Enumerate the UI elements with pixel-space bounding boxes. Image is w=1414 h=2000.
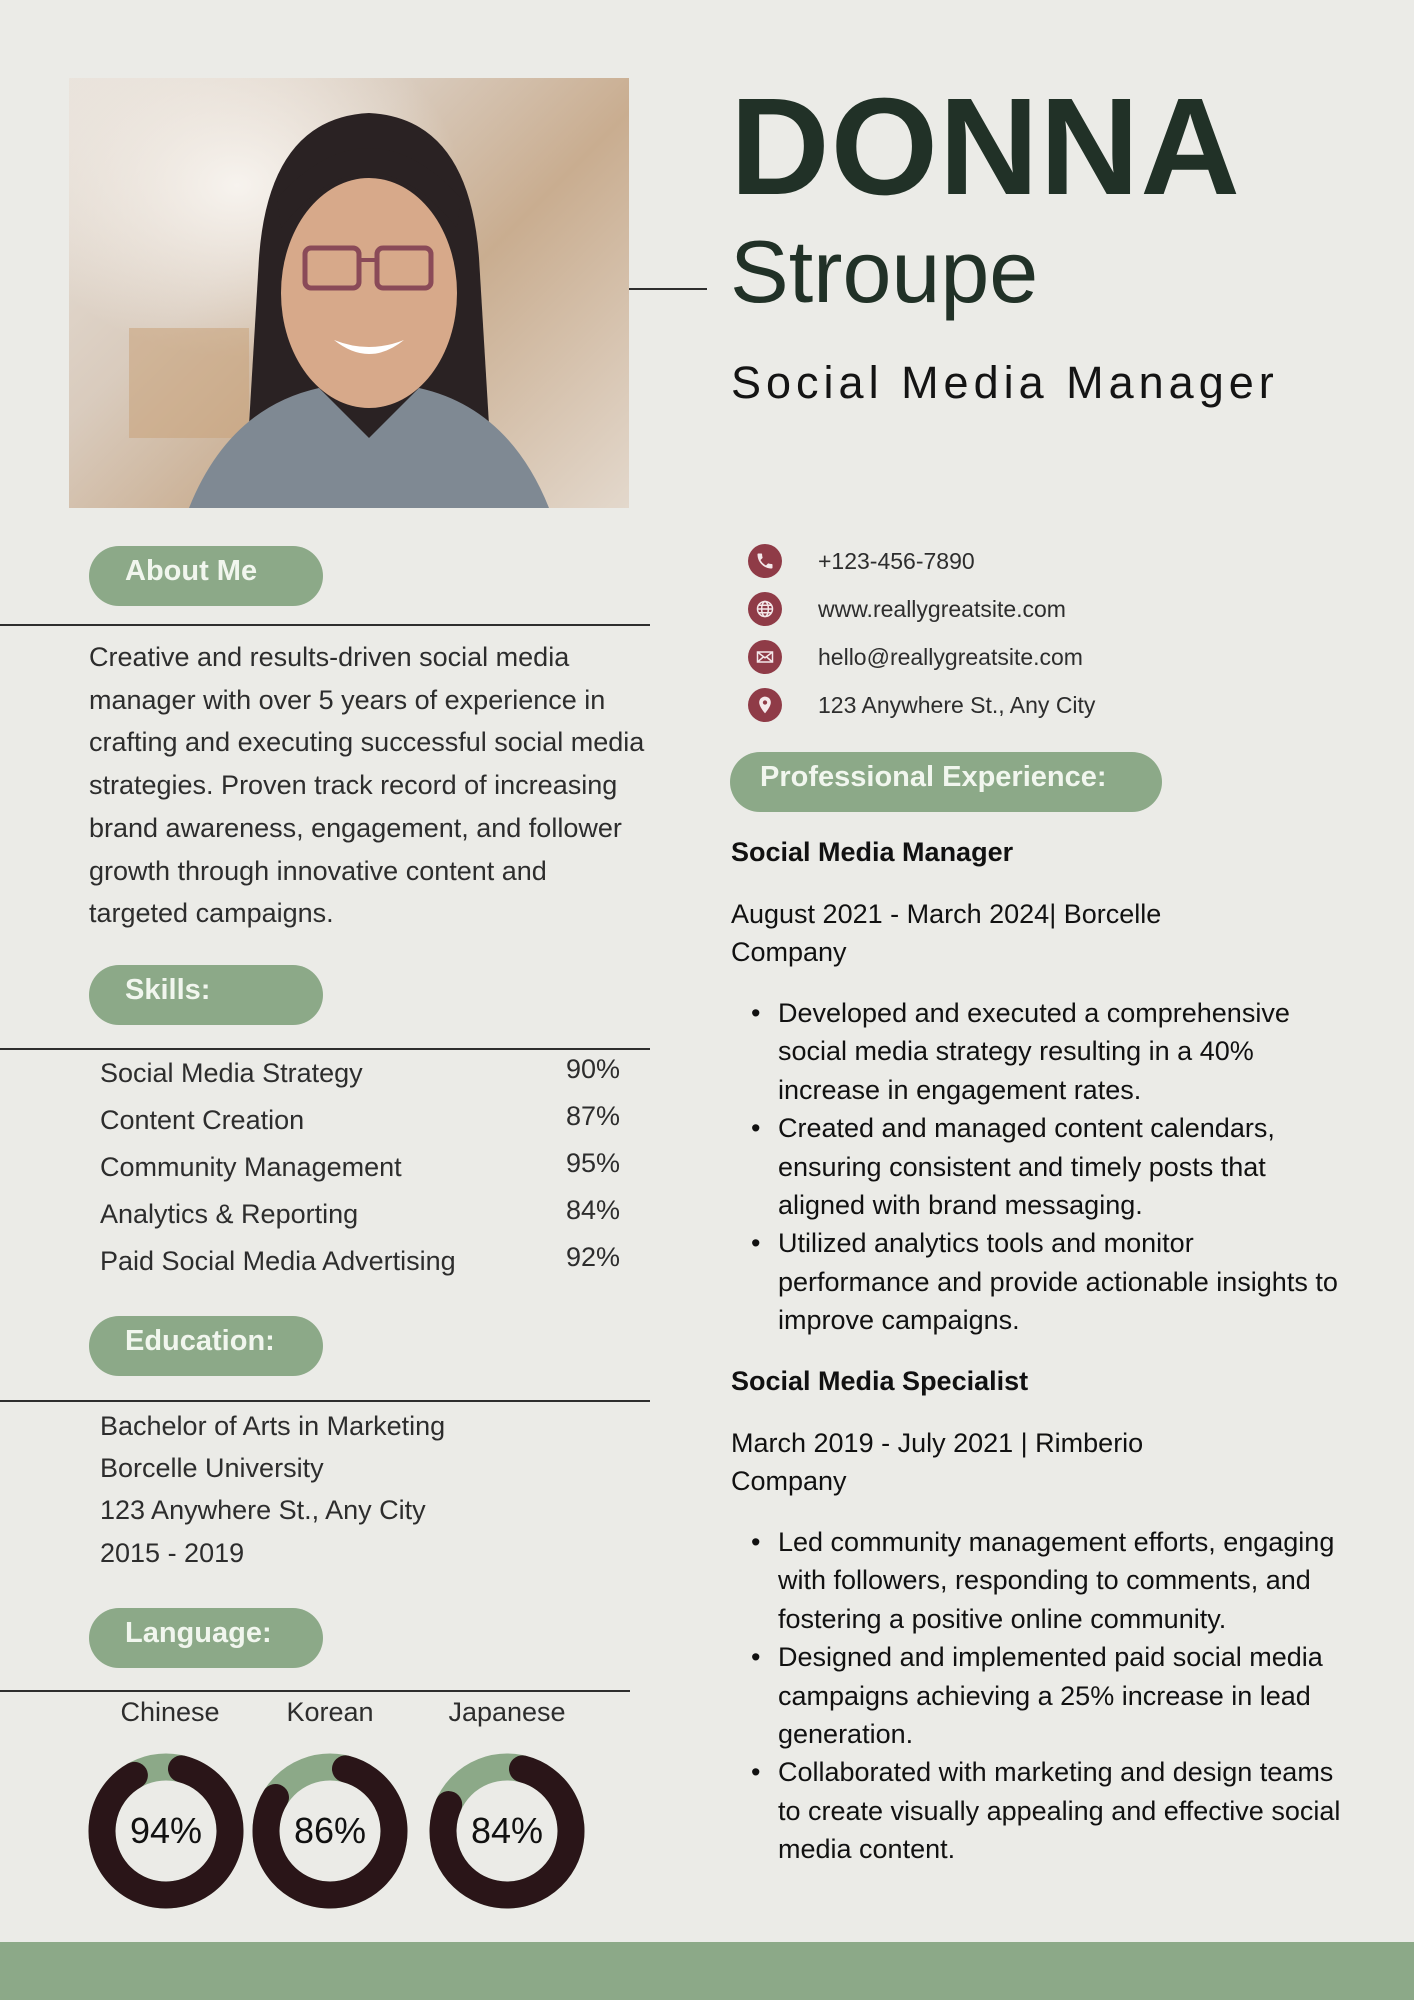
skill-item [100, 1146, 620, 1193]
skill-name: Community Management [100, 1152, 402, 1182]
language-donut-korean [252, 1753, 408, 1909]
skill-name: Content Creation [100, 1105, 305, 1135]
job-1-title: Social Media Manager [731, 837, 1014, 867]
experience-heading: Professional Experience: [730, 752, 1162, 812]
name-connector-line [629, 288, 707, 290]
language-name: Chinese [120, 1697, 220, 1727]
contact-address [748, 685, 1095, 725]
section-divider [0, 624, 650, 626]
job-title: Social Media Manager [731, 357, 1279, 408]
skill-name: Paid Social Media Advertising [100, 1246, 456, 1276]
skills-heading: Skills: [89, 965, 323, 1025]
job-2-title: Social Media Specialist [731, 1366, 1029, 1396]
language-percent: 94% [129, 1810, 203, 1851]
skill-percent: 87% [565, 1101, 620, 1131]
contact-text: hello@reallygreatsite.com [818, 643, 1083, 670]
language-name: Korean [286, 1697, 374, 1727]
email-icon [748, 640, 782, 674]
education-heading: Education: [89, 1316, 323, 1376]
contact-phone [748, 541, 975, 581]
job-1-bullets [745, 994, 1345, 1340]
skill-item [100, 1052, 620, 1099]
skill-item [100, 1193, 620, 1240]
language-percent: 86% [293, 1810, 367, 1851]
skill-percent: 90% [565, 1054, 620, 1084]
contact-website [748, 589, 1066, 629]
section-divider [0, 1400, 650, 1402]
location-pin-icon [748, 688, 782, 722]
education-details [100, 1405, 445, 1574]
bullet-item: • Led community management efforts, engaging with followers, responding to comments, and fostering a positive online community. [745, 1523, 1345, 1638]
language-heading: Language: [89, 1608, 323, 1668]
about-text: Creative and results-driven social media manager with over 5 years of experience in crafting and executing successful social media strategies. Proven track record of increasing brand awareness, engagement, and follower growth through innovative content and targeted campaigns. [89, 642, 645, 929]
language-percent: 84% [470, 1810, 544, 1851]
skill-percent: 92% [565, 1242, 620, 1272]
education-years: 2015 - 2019 [100, 1537, 245, 1568]
skill-item [100, 1240, 620, 1287]
contact-text: www.reallygreatsite.com [818, 595, 1066, 622]
skills-list [100, 1052, 620, 1287]
phone-icon [748, 544, 782, 578]
profile-photo [69, 78, 629, 508]
job-1-meta: August 2021 - March 2024| Borcelle Company [731, 899, 1162, 967]
skill-name: Analytics & Reporting [100, 1199, 359, 1229]
first-name: DONNA [730, 70, 1241, 224]
education-school: Borcelle University [100, 1453, 324, 1484]
job-2-bullets [745, 1523, 1345, 1869]
bullet-item: • Collaborated with marketing and design teams to create visually appealing and effective social media content. [745, 1753, 1345, 1868]
globe-icon [748, 592, 782, 626]
skill-item [100, 1099, 620, 1146]
bullet-item: • Utilized analytics tools and monitor performance and provide actionable insights to improve campaigns. [745, 1224, 1345, 1339]
language-name: Japanese [448, 1697, 566, 1727]
education-address: 123 Anywhere St., Any City [100, 1495, 426, 1526]
bullet-item: • Designed and implemented paid social media campaigns achieving a 25% increase in lead generation. [745, 1638, 1345, 1753]
language-donut-chinese [88, 1753, 244, 1909]
bullet-item: • Developed and executed a comprehensive social media strategy resulting in a 40% increase in engagement rates. [745, 994, 1345, 1109]
about-heading: About Me [89, 546, 323, 606]
job-2-meta: March 2019 - July 2021 | Rimberio Company [731, 1428, 1144, 1496]
footer-band [0, 1942, 1414, 2000]
section-divider [0, 1690, 630, 1692]
skill-percent: 95% [565, 1148, 620, 1178]
bullet-item: • Created and managed content calendars, ensuring consistent and timely posts that aligned with brand messaging. [745, 1109, 1345, 1224]
contact-text: 123 Anywhere St., Any City [818, 691, 1096, 718]
contact-text: +123-456-7890 [818, 547, 975, 574]
skill-name: Social Media Strategy [100, 1058, 363, 1088]
skill-percent: 84% [565, 1195, 620, 1225]
section-divider [0, 1048, 650, 1050]
contact-email [748, 637, 1083, 677]
language-donut-japanese [429, 1753, 585, 1909]
last-name: Stroupe [730, 222, 1039, 321]
education-degree: Bachelor of Arts in Marketing [100, 1411, 446, 1441]
